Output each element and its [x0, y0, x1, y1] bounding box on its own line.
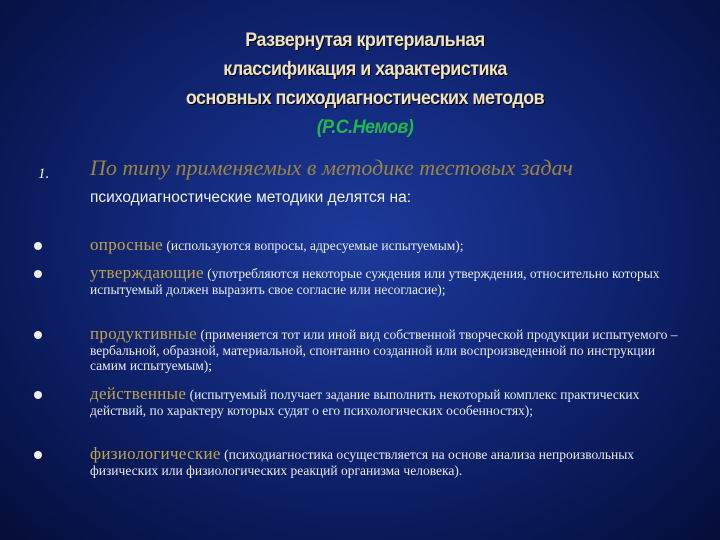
- item-desc: (испытуемый получает задание выполнить некоторый комплекс практических действий, по характеру которых судят о его психологических особенностях);: [90, 387, 640, 418]
- item-desc: (используются вопросы, адресуемые испытуемым);: [163, 238, 464, 253]
- item-term: продуктивные: [90, 324, 198, 343]
- item-term: действенные: [90, 384, 187, 403]
- bullet-icon: [34, 391, 42, 399]
- item-term: физиологические: [90, 444, 221, 463]
- title-line-2: классификация и характеристика: [223, 58, 507, 80]
- title-line-1: Развернутая критериальная: [245, 29, 485, 51]
- intro-emphasis: По типу применяемых в методике тестовых задач: [90, 155, 573, 180]
- list-number: 1.: [38, 166, 50, 182]
- intro-paragraph: [90, 156, 690, 210]
- bullet-icon: [34, 270, 42, 278]
- bullet-icon: [34, 331, 42, 339]
- item-text: [90, 446, 685, 478]
- item-desc: (применяется тот или иной вид собственной творческой продукции испытуемого – вербальной, образной, материальной, спонтанно созданной или воспроизведенной по инструкции самим испытуемым);: [90, 327, 678, 373]
- item-text: [90, 237, 685, 254]
- item-text: [90, 386, 685, 418]
- title-author: (Р.С.Немов): [316, 116, 414, 138]
- item-text: [90, 326, 685, 374]
- item-term: опросные: [90, 235, 164, 254]
- intro-tail: психодиагностические методики делятся на:: [90, 189, 411, 206]
- bullet-icon: [34, 242, 42, 250]
- item-text: [90, 265, 685, 297]
- title-line-3: основных психодиагностических методов: [185, 87, 545, 109]
- item-desc: (употребляются некоторые суждения или утверждения, относительно которых испытуемый должен выразить свое согласие или несогласие);: [90, 266, 660, 297]
- item-term: утверждающие: [90, 263, 204, 282]
- bullet-icon: [34, 451, 42, 459]
- item-desc: (психодиагностика осуществляется на основе анализа непроизвольных физических или физиологических реакций организма человека).: [90, 447, 635, 478]
